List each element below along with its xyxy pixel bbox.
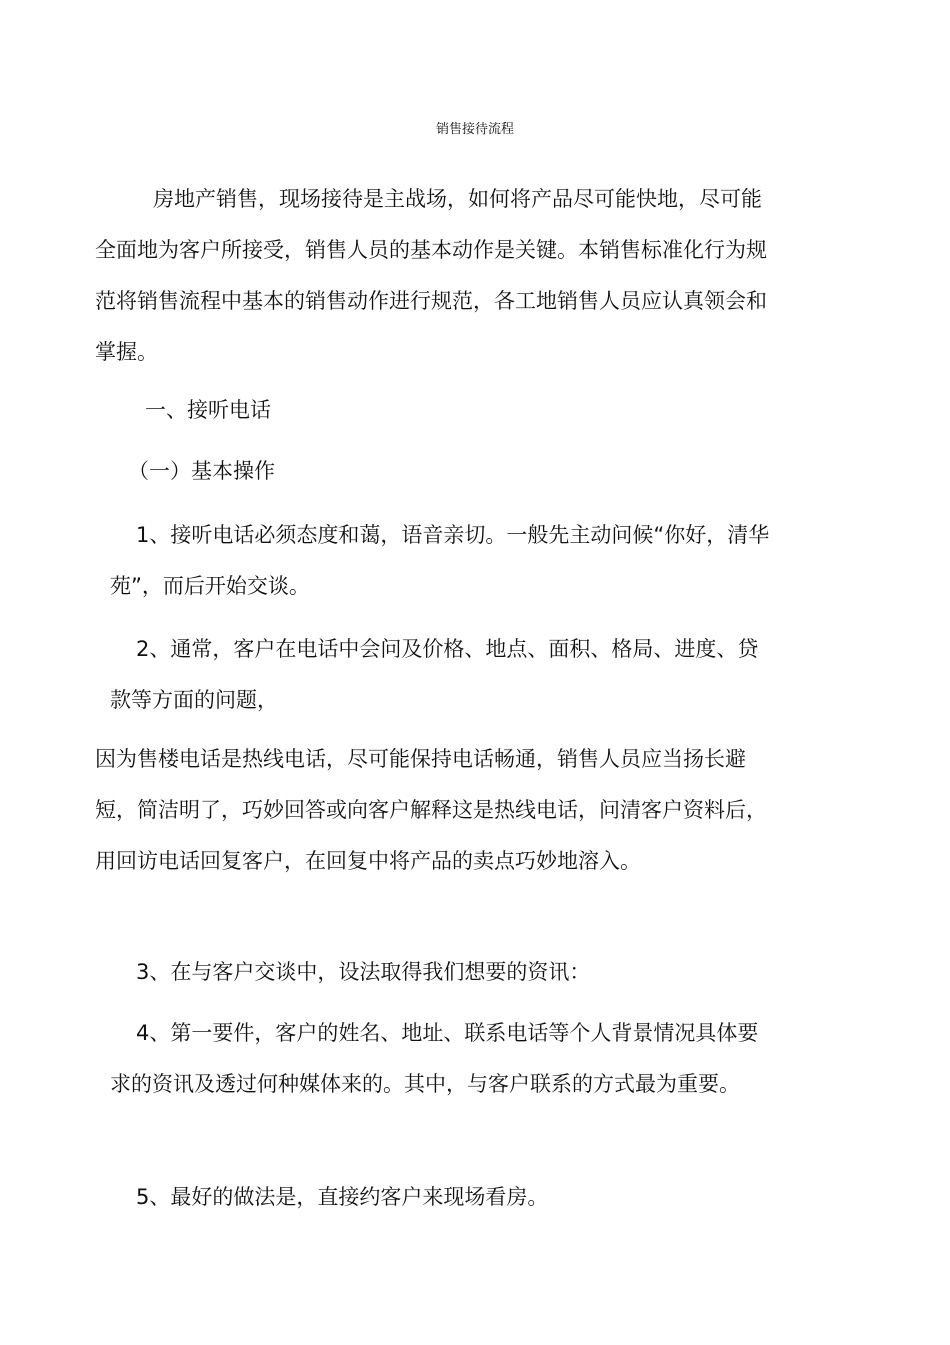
- list-item: 3、在与客户交谈中，设法取得我们想要的资讯：: [136, 960, 591, 984]
- list-item: 4、第一要件，客户的姓名、地址、联系电话等个人背景情况具体要求的资讯及透过何种媒体来的。其中，与客户联系的方式最为重要。: [110, 1021, 759, 1096]
- list-item: 1、接听电话必须态度和蔼，语音亲切。一般先主动问候“你好，清华苑”，而后开始交谈。: [110, 523, 770, 598]
- list-item: 2、通常，客户在电话中会问及价格、地点、面积、格局、进度、贷款等方面的问题，: [110, 637, 759, 712]
- document-title: 销售接待流程: [435, 122, 514, 137]
- list-item: 5、最好的做法是，直接约客户来现场看房。: [136, 1185, 549, 1209]
- subsection-heading-basic-operation: （一）基本操作: [128, 459, 275, 483]
- intro-paragraph: 房地产销售，现场接待是主战场，如何将产品尽可能快地，尽可能全面地为客户所接受，销售人员的基本动作是关键。本销售标准化行为规范将销售流程中基本的销售动作进行规范，各工地销售人员应认真领会和掌握。: [95, 187, 767, 364]
- section-heading-answer-phone: 一、接听电话: [145, 398, 271, 422]
- note-paragraph: 因为售楼电话是热线电话，尽可能保持电话畅通，销售人员应当扬长避短，简洁明了，巧妙回答或向客户解释这是热线电话，问清客户资料后，用回访电话回复客户，在回复中将产品的卖点巧妙地溶入。: [95, 747, 767, 873]
